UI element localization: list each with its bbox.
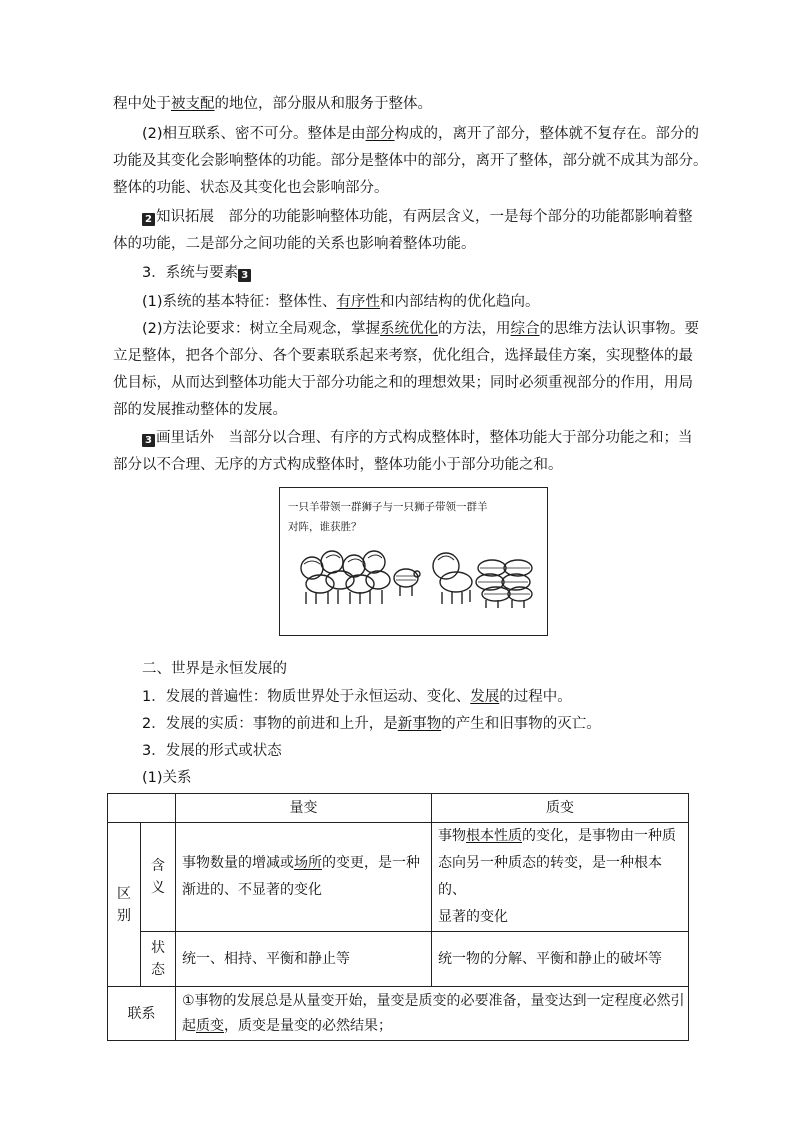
sheep-leader [394, 569, 420, 596]
underlined-term: 根本性质 [466, 828, 522, 844]
meaning-quantitative-cell [176, 823, 432, 932]
vertical-label: 状态 [151, 940, 165, 978]
table-row-meaning [108, 823, 689, 932]
header-qualitative: 质变 [432, 794, 689, 823]
sheep-and-lions-illustration [296, 546, 536, 610]
underlined-term: 有序性 [336, 294, 381, 310]
lion-leader [433, 553, 472, 604]
forms-heading: 3．发展的形式或状态 [142, 743, 282, 759]
link-cell [176, 987, 689, 1041]
figure-caption-line-2: 对阵，谁获胜？ [288, 521, 362, 533]
sheep-group-right [476, 560, 532, 608]
picture-commentary-line-1 [142, 428, 693, 448]
vertical-label: 含义 [151, 858, 165, 896]
text: 的变化，是事物由一种质 [522, 828, 676, 844]
text: 显著的变化 [438, 909, 508, 925]
text: 和内部结构的优化趋向。 [380, 294, 540, 310]
essence-item [142, 714, 601, 734]
text: 渐进的、不显著的变化 [182, 882, 322, 898]
text: 的方法，用 [438, 321, 511, 337]
relation-subheading: (1)关系 [142, 770, 192, 786]
row-group-difference [108, 823, 141, 987]
text: 的产生和旧事物的灭亡。 [441, 716, 601, 732]
figure-caption-line-1: 一只羊带领一群狮子与一只狮子带领一群羊 [288, 501, 488, 513]
underlined-term: 新事物 [397, 716, 442, 732]
universality-item [142, 687, 572, 707]
picture-commentary-line-2: 部分以不合理、无序的方式构成整体时，整体功能小于部分功能之和。 [113, 457, 563, 473]
text: ①事物的发展总是从量变开始，量变是质变的必要准备，量变达到一定程度必然引 [182, 992, 685, 1009]
methodology-line-1 [142, 319, 699, 339]
state-qualitative-cell: 统一物的分解、平衡和静止的破坏等 [432, 932, 689, 987]
cartoon-figure [279, 487, 548, 636]
knowledge-extension-line-1 [142, 207, 693, 227]
text: 1．发展的普遍性：物质世界处于永恒运动、变化、 [142, 689, 471, 705]
underlined-term: 部分 [365, 126, 395, 142]
knowledge-extension-line-2: 体的功能，二是部分之间功能的关系也影响着整体功能。 [113, 236, 476, 252]
underlined-term: 发展 [470, 689, 500, 705]
text: 2．发展的实质：事物的前进和上升，是 [142, 716, 398, 732]
vertical-label: 区别 [117, 885, 131, 924]
text: 的过程中。 [499, 689, 572, 705]
underlined-term: 被支配 [171, 96, 215, 112]
text: 态向另一种质态的转变，是一种根本的、 [438, 855, 662, 898]
text: (2)方法论要求：树立全局观念，掌握 [142, 321, 381, 337]
text: 的思维方法认识事物。要 [539, 321, 700, 337]
underlined-term: 场所 [294, 855, 322, 871]
note-marker-icon: 3 [238, 269, 251, 282]
paragraph-continuation [113, 94, 432, 114]
row-label-state [141, 932, 176, 987]
paragraph-2-line-1 [142, 124, 699, 144]
lion-group-left [301, 551, 390, 604]
underlined-term: 综合 [510, 321, 540, 337]
system-features [142, 292, 540, 312]
methodology-line-4: 部的发展推动整体的发展。 [113, 402, 287, 418]
text: 程中处于 [113, 96, 171, 112]
table-row-state [108, 932, 689, 987]
text: (2)相互联系、密不可分。整体是由 [142, 126, 366, 142]
heading-system-elements [142, 263, 252, 283]
note-marker-icon: 2 [142, 213, 155, 226]
text: 的变更，是一种 [322, 855, 420, 871]
text: 起 [182, 1017, 196, 1034]
text: ，质变是量变的必然结果； [224, 1017, 392, 1034]
header-quantitative: 量变 [176, 794, 432, 823]
state-quantitative-cell: 统一、相持、平衡和静止等 [176, 932, 432, 987]
text: 3．系统与要素 [142, 265, 239, 281]
note-marker-icon: 3 [142, 434, 155, 447]
text: 知识拓展 部分的功能影响整体功能，有两层含义，一是每个部分的功能都影响着整 [156, 209, 693, 225]
section-2-title: 二、世界是永恒发展的 [142, 661, 287, 677]
row-label-meaning [141, 823, 176, 932]
underlined-term: 系统优化 [380, 321, 439, 337]
paragraph-2-line-2: 功能及其变化会影响整体的功能。部分是整体中的部分，离开了整体，部分就不成其为部分。 [113, 153, 708, 169]
paragraph-2-line-3: 整体的功能、状态及其变化也会影响部分。 [113, 180, 389, 196]
underlined-term: 质变 [196, 1017, 224, 1034]
text: 画里话外 当部分以合理、有序的方式构成整体时，整体功能大于部分功能之和；当 [156, 430, 693, 446]
methodology-line-2: 立足整体，把各个部分、各个要素联系起来考察，优化组合，选择最佳方案，实现整体的最 [113, 348, 693, 364]
text: 的地位，部分服从和服务于整体。 [214, 96, 432, 112]
methodology-line-3: 优目标，从而达到整体功能大于部分功能之和的理想效果；同时必须重视部分的作用，用局 [113, 375, 693, 391]
row-label-link: 联系 [108, 987, 176, 1041]
text: 构成的，离开了部分，整体就不复存在。部分的 [394, 126, 700, 142]
quantitative-qualitative-table [107, 793, 689, 1041]
table-header-row [108, 794, 689, 823]
header-empty-cell [108, 794, 176, 823]
table-row-link [108, 987, 689, 1041]
text: (1)系统的基本特征：整体性、 [142, 294, 337, 310]
meaning-qualitative-cell [432, 823, 689, 932]
text: 事物数量的增减或 [182, 855, 294, 871]
text: 事物 [438, 828, 466, 844]
